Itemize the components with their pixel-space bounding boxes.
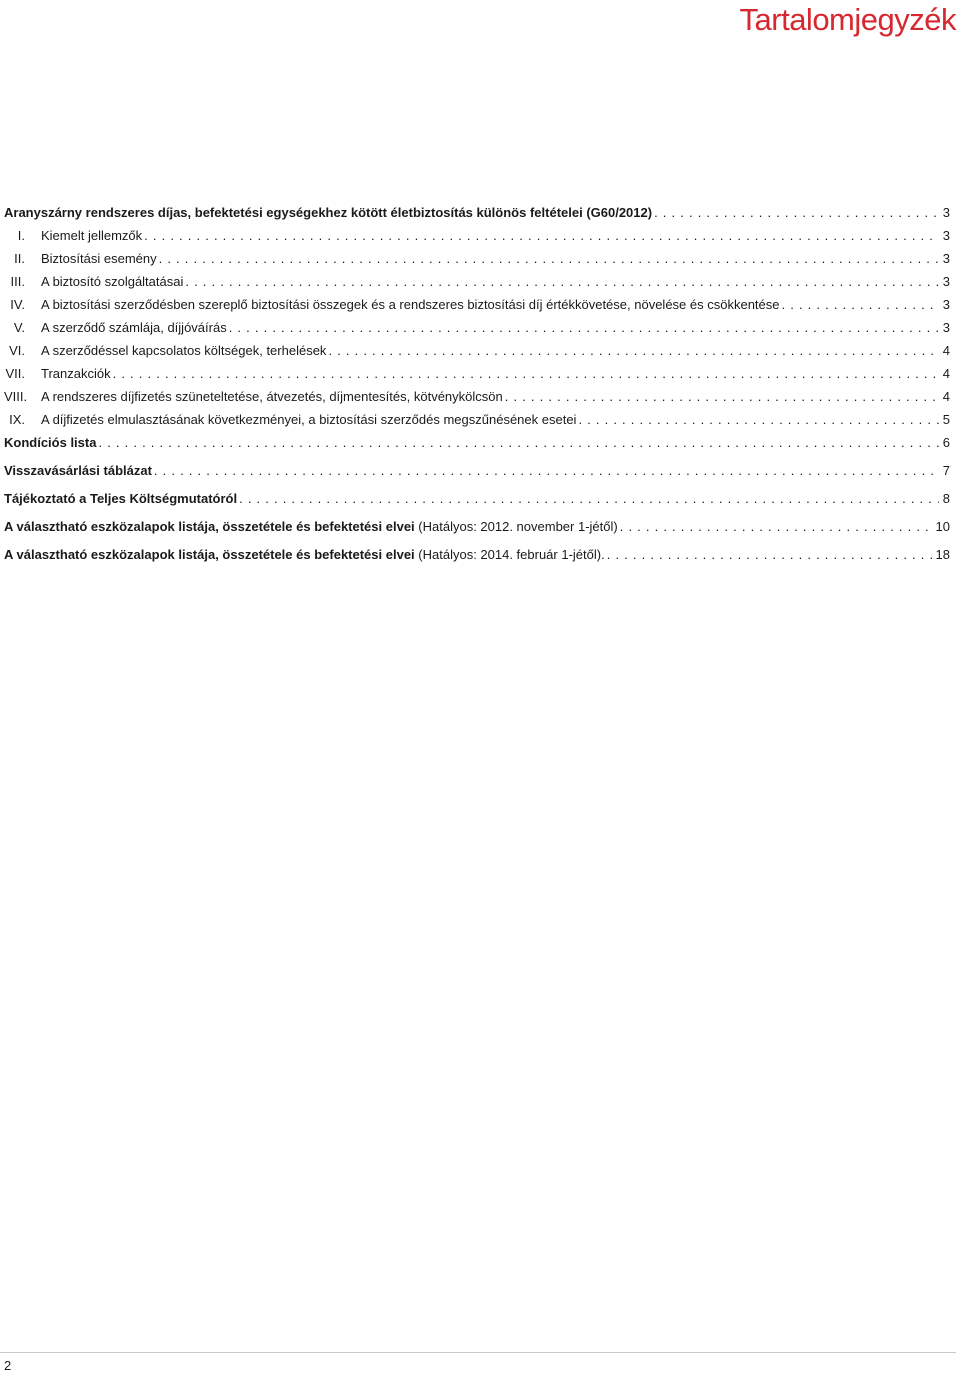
toc-entry-label: Tájékoztató a Teljes Költségmutatóról (4, 491, 238, 506)
toc-dot-leader (652, 205, 939, 221)
table-of-contents (4, 205, 950, 570)
toc-entry-koltsegek-terhelesek[interactable] (4, 343, 950, 359)
toc-entry-visszavasarlasi-tablazat[interactable] (4, 463, 950, 479)
toc-entry-kondicios-lista[interactable] (4, 435, 950, 451)
toc-page-number: 4 (942, 389, 950, 404)
footer-divider (0, 1352, 956, 1353)
toc-page-number: 18 (935, 547, 950, 562)
toc-entry-label: A biztosítási szerződésben szereplő biztosítási összegek és a rendszeres biztosítási díj értékkövetése, növelése és csökkentése (41, 297, 780, 312)
toc-dot-leader (618, 519, 932, 535)
toc-entry-tranzakciok[interactable] (4, 366, 950, 382)
toc-dot-leader (96, 435, 938, 451)
toc-dot-leader (576, 412, 938, 428)
toc-entry-biztositasi-osszegek[interactable] (4, 297, 950, 313)
toc-entry-label-suffix: (Hatályos: 2014. február 1-jétől). (418, 547, 605, 562)
toc-entry-label: Biztosítási esemény (41, 251, 157, 266)
toc-entry-number: IX. (9, 412, 25, 427)
toc-entry-number: III. (10, 274, 25, 289)
toc-entry-label: A szerződéssel kapcsolatos költségek, terhelések (41, 343, 327, 358)
toc-entry-number: II. (14, 251, 25, 266)
toc-entry-number: IV. (10, 297, 25, 312)
toc-entry-number: VII. (5, 366, 25, 381)
toc-entry-number: V. (13, 320, 25, 335)
toc-dot-leader (111, 366, 939, 382)
toc-entry-number: VI. (9, 343, 25, 358)
toc-entry-label: A díjfizetés elmulasztásának következményei, a biztosítási szerződés megszűnésének esetei (41, 412, 577, 427)
toc-dot-leader (780, 297, 939, 313)
toc-page-number: 5 (942, 412, 950, 427)
toc-entry-label: A rendszeres díjfizetés szüneteltetése, átvezetés, díjmentesítés, kötvénykölcsön (41, 389, 503, 404)
toc-page-number: 3 (942, 297, 950, 312)
toc-entry-label (4, 519, 618, 535)
toc-page-number: 3 (942, 251, 950, 266)
toc-entry-label-main: A választható eszközalapok listája, összetétele és befektetési elvei (4, 547, 415, 562)
toc-page-number: 3 (942, 228, 950, 243)
toc-page-number: 3 (942, 205, 950, 220)
toc-entry-dijfizetes-szuneteltetese[interactable] (4, 389, 950, 405)
toc-dot-leader (237, 491, 939, 507)
toc-page-number: 10 (935, 519, 950, 534)
toc-entry-label: Kiemelt jellemzők (41, 228, 143, 243)
toc-entry-teljes-koltsegmutato[interactable] (4, 491, 950, 507)
toc-dot-leader (326, 343, 938, 359)
toc-dot-leader (183, 274, 938, 290)
toc-entry-dijfizetes-elmulasztasa[interactable] (4, 412, 950, 428)
toc-entry-label (4, 547, 605, 563)
toc-entry-label: A biztosító szolgáltatásai (41, 274, 184, 289)
toc-dot-leader (157, 251, 939, 267)
toc-dot-leader (503, 389, 939, 405)
toc-dot-leader (152, 463, 939, 479)
toc-entry-szerzodo-szamlaja[interactable] (4, 320, 950, 336)
footer-page-number: 2 (4, 1358, 12, 1373)
toc-entry-number: VIII. (4, 389, 28, 404)
toc-page-number: 4 (942, 343, 950, 358)
toc-dot-leader (142, 228, 939, 244)
toc-entry-label: Kondíciós lista (4, 435, 97, 450)
toc-entry-label: Aranyszárny rendszeres díjas, befektetési egységekhez kötött életbiztosítás különös feltételei (G60/2012) (4, 205, 653, 220)
toc-dot-leader (227, 320, 939, 336)
toc-page-number: 4 (942, 366, 950, 381)
toc-entry-eszkozalapok-2014[interactable] (4, 547, 950, 563)
toc-entry-biztositasi-esemeny[interactable] (4, 251, 950, 267)
toc-entry-biztosito-szolgaltatasai[interactable] (4, 274, 950, 290)
toc-entry-kiemelt-jellemzok[interactable] (4, 228, 950, 244)
toc-page-number: 7 (942, 463, 950, 478)
toc-entry-label: Visszavásárlási táblázat (4, 463, 152, 478)
toc-page-number: 6 (942, 435, 950, 450)
page-title: Tartalomjegyzék (739, 2, 956, 37)
toc-entry-aranyszarny[interactable] (4, 205, 950, 221)
toc-page-number: 8 (942, 491, 950, 506)
toc-entry-label-main: A választható eszközalapok listája, összetétele és befektetési elvei (4, 519, 415, 534)
toc-entry-label-suffix: (Hatályos: 2012. november 1-jétől) (418, 519, 618, 534)
toc-entry-label: Tranzakciók (41, 366, 111, 381)
toc-entry-eszkozalapok-2012[interactable] (4, 519, 950, 535)
toc-dot-leader (605, 547, 932, 563)
toc-page-number: 3 (942, 320, 950, 335)
toc-page-number: 3 (942, 274, 950, 289)
toc-entry-number: I. (17, 228, 25, 243)
toc-entry-label: A szerződő számlája, díjjóváírás (41, 320, 227, 335)
